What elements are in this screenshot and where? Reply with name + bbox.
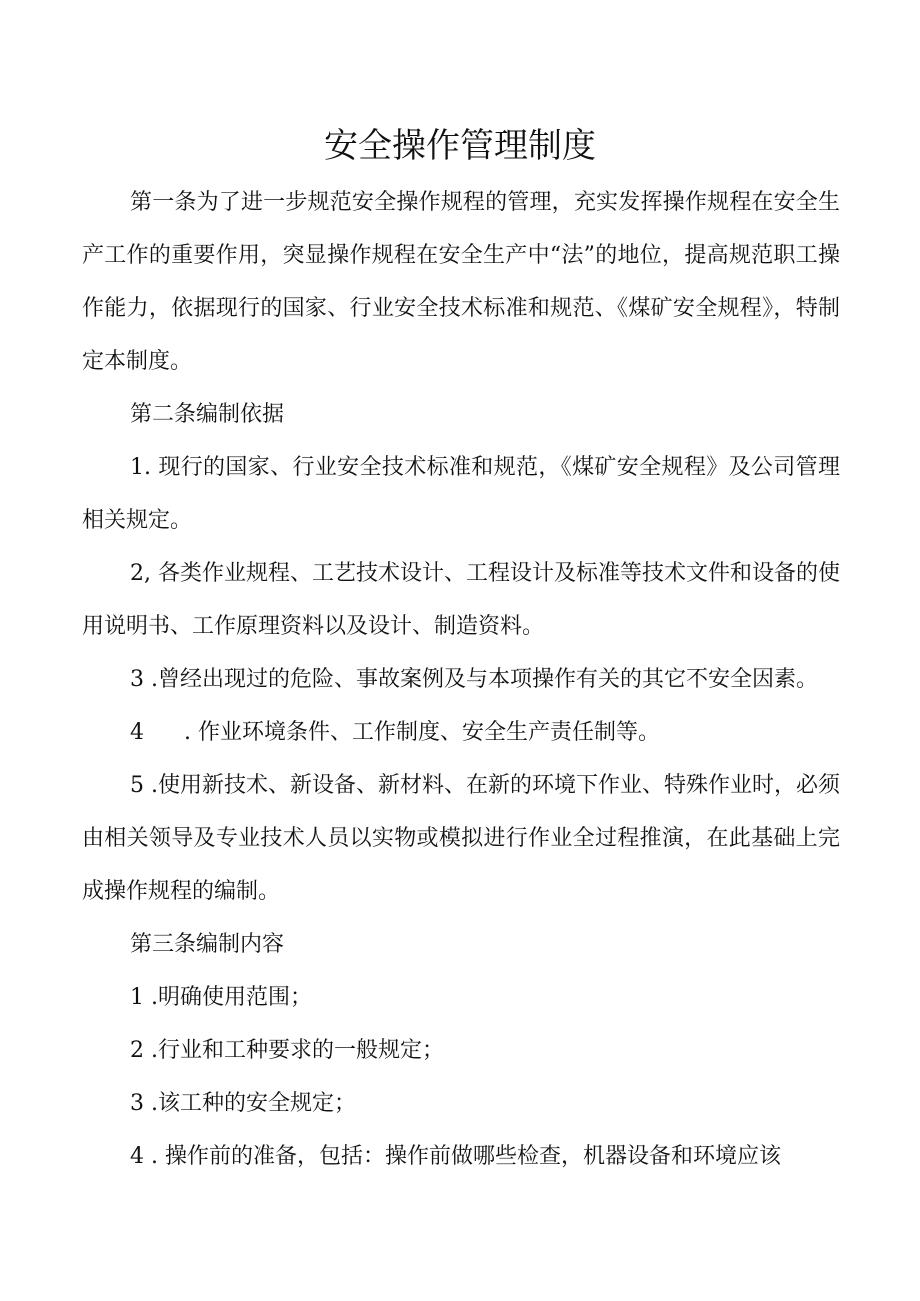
paragraph-basis-4 bbox=[82, 706, 840, 759]
document-title: 安全操作管理制度 bbox=[324, 126, 596, 166]
paragraph-article-2-heading: 第二条编制依据 bbox=[130, 402, 285, 427]
paragraph-article-3-heading: 第三条编制内容 bbox=[130, 932, 285, 957]
basis-4-number: 4 bbox=[130, 720, 144, 745]
paragraph-content-1: 1 .明确使用范围； bbox=[130, 985, 312, 1010]
paragraph-content-3: 3 .该工种的安全规定； bbox=[130, 1091, 356, 1116]
paragraph-content-2: 2 .行业和工种要求的一般规定； bbox=[130, 1038, 444, 1063]
paragraph-basis-2: 2, 各类作业规程、工艺技术设计、工程设计及标准等技术文件和设备的使用说明书、工作原理资料以及设计、制造资料。 bbox=[82, 561, 840, 639]
paragraph-article-1: 第一条为了进一步规范安全操作规程的管理，充实发挥操作规程在安全生产工作的重要作用，突显操作规程在安全生产中“法”的地位，提高规范职工操作能力，依据现行的国家、行业安全技术标准和规范、《煤矿安全规程》，特制定本制度。 bbox=[82, 190, 840, 374]
paragraph-basis-3: 3 .曾经出现过的危险、事故案例及与本项操作有关的其它不安全因素。 bbox=[130, 667, 818, 692]
document-body bbox=[82, 176, 840, 1183]
paragraph-basis-5: 5 .使用新技术、新设备、新材料、在新的环境下作业、特殊作业时，必须由相关领导及专业技术人员以实物或模拟进行作业全过程推演，在此基础上完成操作规程的编制。 bbox=[82, 773, 840, 904]
basis-4-text: . 作业环境条件、工作制度、安全生产责任制等。 bbox=[184, 720, 660, 745]
paragraph-content-4: 4 . 操作前的准备，包括：操作前做哪些检查，机器设备和环境应该 bbox=[130, 1144, 781, 1169]
paragraph-basis-1: 1. 现行的国家、行业安全技术标准和规范，《煤矿安全规程》及公司管理相关规定。 bbox=[82, 455, 840, 533]
